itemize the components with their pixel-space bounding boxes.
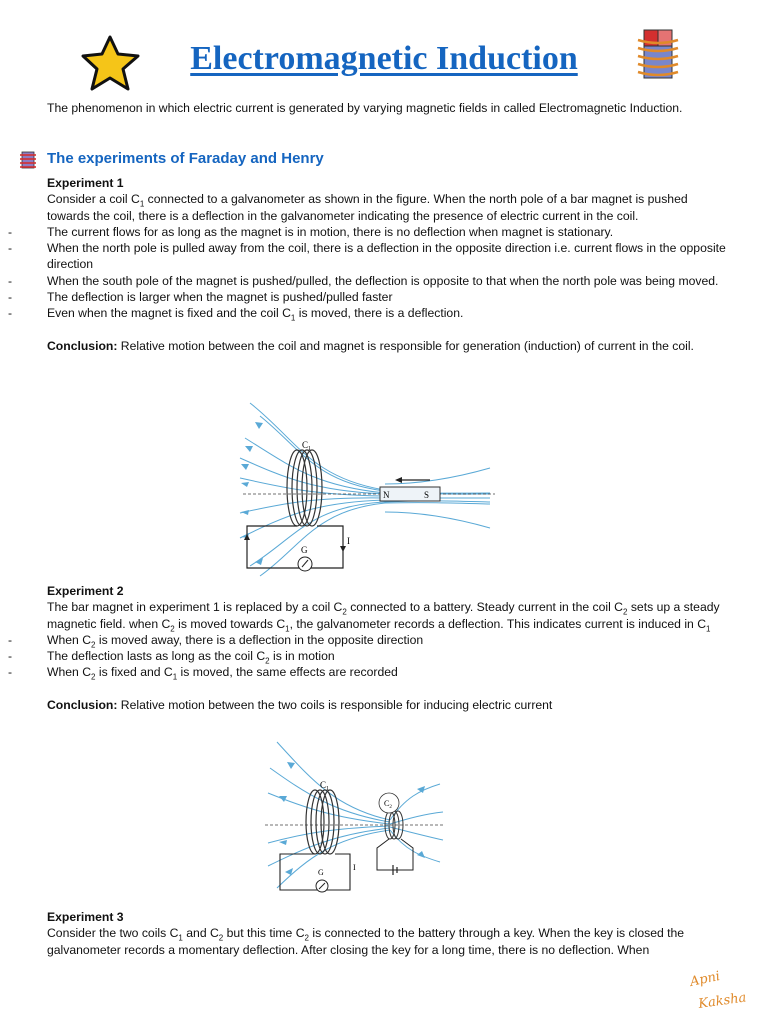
experiment-1-paragraph: Consider a coil $C_1$ connected to a galvanometer as shown in the figure. When the north pole of a bar magnet is pushed towards the coil, there is a deflection in the galvanometer indicating the presence of electric current in the coil. (47, 192, 688, 223)
coil-label: $C_1$ (302, 440, 312, 452)
list-item: - When the north pole is pulled away from the coil, there is a deflection in the opposite direction i.e. current flows in the opposite direction (47, 240, 727, 273)
coil-bullet-icon (18, 150, 38, 170)
coil-1-label: $C_1$ (320, 780, 330, 792)
experiment-2 (47, 583, 727, 713)
list-item: - The current flows for as long as the magnet is in motion, there is no deflection when magnet is stationary. (47, 224, 727, 240)
figure-two-coils (265, 738, 445, 898)
galvanometer-label: G (301, 545, 308, 555)
apni-kaksha-logo (685, 968, 755, 1018)
experiment-2-conclusion: Conclusion: Relative motion between the two coils is responsible for inducing electric current (47, 697, 553, 712)
galvanometer-label: G (318, 868, 324, 877)
current-label: I (353, 863, 356, 872)
svg-text:Kaksha: Kaksha (697, 990, 748, 1012)
page-title: Electromagnetic Induction (190, 40, 578, 77)
list-item: - When $C_2$ is fixed and $C_1$ is moved, the same effects are recorded (47, 664, 727, 680)
list-item: - When $C_2$ is moved away, there is a deflection in the opposite direction (47, 632, 727, 648)
svg-text:Apni: Apni (688, 968, 722, 990)
experiment-3-heading: Experiment 3 (47, 910, 124, 924)
experiment-1-heading: Experiment 1 (47, 176, 124, 190)
experiment-1-conclusion: Conclusion: Relative motion between the coil and magnet is responsible for generation (induction) of current in the coil. (47, 338, 694, 353)
current-label: I (347, 536, 350, 546)
section-heading: The experiments of Faraday and Henry (47, 150, 324, 167)
list-item: - The deflection is larger when the magnet is pushed/pulled faster (47, 289, 727, 305)
experiment-2-heading: Experiment 2 (47, 584, 124, 598)
experiment-2-paragraph: The bar magnet in experiment 1 is replaced by a coil $C_2$ connected to a battery. Steady current in the coil $C_2$ sets up a steady magnetic field. when $C_2$ is moved towards $C_1$, the galvanometer records a deflection. This indicates current is induced in $C_1$ (47, 600, 720, 634)
figure-coil-magnet (235, 398, 495, 578)
coil-2-label: $C_2$ (384, 799, 392, 810)
experiment-1 (47, 175, 727, 354)
list-item: - When the south pole of the magnet is pushed/pulled, the deflection is opposite to that when the north pole was being moved. (47, 273, 727, 289)
list-item: - Even when the magnet is fixed and the coil $C_1$ is moved, there is a deflection. (47, 305, 727, 321)
experiment-3-paragraph: Consider the two coils $C_1$ and $C_2$ but this time $C_2$ is connected to the battery through a key. When the key is closed the galvanometer records a momentary deflection. After closing the key for a long time, there is no deflection. When (47, 926, 685, 957)
south-pole-label: S (424, 490, 430, 500)
north-pole-label: N (383, 490, 390, 500)
list-item: - The deflection lasts as long as the coil $C_2$ is in motion (47, 648, 727, 664)
intro-paragraph: The phenomenon in which electric current is generated by varying magnetic fields in called Electromagnetic Induction. (47, 101, 683, 115)
coil-magnet-icon (630, 26, 690, 86)
experiment-3 (47, 909, 727, 958)
